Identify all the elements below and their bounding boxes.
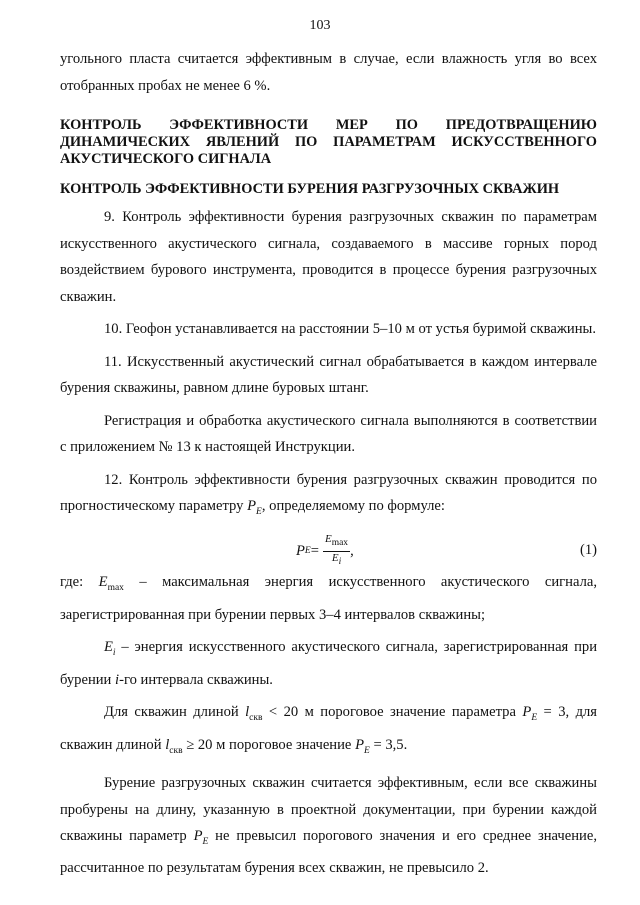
final-param-symbol: P — [193, 828, 203, 845]
document-body — [60, 46, 597, 882]
final-paragraph — [60, 770, 597, 882]
where-paragraph — [60, 569, 597, 628]
paragraph-9: 9. Контроль эффективности бурения разгрузочных скважин по параметрам искусственного акустического сигнала, создаваемого в массиве горных пород воздействием бурового инструмента, проводится в процессе бурения разгрузочных скважин. — [60, 209, 597, 305]
p12-symbol-sub: E — [256, 506, 262, 517]
formula-num-sub: max — [331, 538, 349, 549]
formula-den-symbol: E — [331, 551, 339, 564]
thr-length-symbol: l — [245, 704, 250, 721]
thr-text-2: < 20 м пороговое значение параметра — [262, 704, 523, 721]
thr-param-sub-2: E — [363, 745, 370, 756]
paragraph-11: 11. Искусственный акустический сигнал обрабатывается в каждом интервале бурения скважины, равном длине буровых штанг. — [60, 353, 597, 396]
paragraph-12 — [60, 467, 597, 526]
where-label: где: — [60, 574, 99, 591]
thr-length-symbol-2: l — [165, 736, 170, 753]
ei-text-start: – энергия искусственного акустического сигнала, зарегистрированная при бурении — [60, 639, 597, 688]
intro-paragraph: угольного пласта считается эффективным в случае, если влажность угля во всех отобранных пробах не менее 6 %. — [60, 51, 597, 94]
p12-text-end: , определяемому по формуле: — [261, 498, 445, 514]
thr-param-symbol: P — [522, 704, 532, 721]
formula-fraction — [323, 533, 350, 568]
formula-denominator — [330, 552, 343, 569]
formula-block — [60, 529, 597, 569]
final-text-2: не превысил порогового значения и его среднее значение, рассчитанное по результатам бурения всех скважин, не превысило 2. — [60, 828, 597, 877]
paragraph-registration: Регистрация и обработка акустического сигнала выполняются в соответствии с приложением № 13 к настоящей Инструкции. — [60, 412, 597, 455]
equation-number: (1) — [579, 542, 597, 559]
thr-text-5: = 3,5. — [369, 736, 408, 753]
formula-den-sub: i — [338, 556, 342, 567]
thr-text-1: Для скважин длиной — [104, 704, 246, 721]
thr-text-4: ≥ 20 м пороговое значение — [182, 736, 356, 753]
thr-param-symbol-2: P — [355, 736, 364, 753]
formula-comma: , — [350, 542, 354, 559]
paragraph-10: 10. Геофон устанавливается на расстоянии 5–10 м от устья буримой скважины. — [104, 321, 596, 337]
formula-equals: = — [310, 542, 319, 559]
page-number: 103 — [309, 18, 331, 33]
subsection-heading: КОНТРОЛЬ ЭФФЕКТИВНОСТИ БУРЕНИЯ РАЗГРУЗОЧНЫХ СКВАЖИН — [60, 181, 560, 197]
thr-param-sub: E — [531, 713, 538, 724]
final-param-sub: E — [202, 836, 209, 847]
section-heading: КОНТРОЛЬ ЭФФЕКТИВНОСТИ МЕР ПО ПРЕДОТВРАЩЕНИЮ ДИНАМИЧЕСКИХ ЯВЛЕНИЙ ПО ПАРАМЕТРАМ ИСКУССТВЕННОГО АКУСТИЧЕСКОГО СИГНАЛА — [60, 117, 597, 167]
formula-lhs-sub: E — [304, 545, 311, 556]
ei-paragraph — [60, 634, 597, 693]
ei-index: i — [115, 671, 120, 688]
thr-length-sub: скв — [249, 713, 263, 724]
where-text: – максимальная энергия искусственного акустического сигнала, зарегистрированная при бурении первых 3–4 интервалов скважины; — [60, 574, 597, 623]
thr-text-3: = 3, для скважин длиной — [60, 704, 597, 753]
where-symbol-sub: max — [107, 583, 124, 594]
final-text-1: Бурение разгрузочных скважин считается эффективным, если все скважины пробурены на длину, указанную в проектной документации, при бурении каждой скважины параметр — [60, 775, 597, 845]
p12-symbol: P — [247, 498, 257, 514]
formula — [296, 533, 354, 568]
ei-symbol-sub: i — [112, 648, 116, 659]
formula-numerator — [323, 533, 350, 551]
p12-text-start: 12. Контроль эффективности бурения разгрузочных скважин проводится по прогностическому параметру — [60, 471, 597, 514]
threshold-paragraph — [60, 699, 597, 764]
formula-lhs: P — [296, 542, 305, 559]
where-symbol: E — [98, 574, 108, 591]
ei-symbol: E — [104, 639, 113, 656]
thr-length-sub-2: скв — [169, 745, 183, 756]
ei-text-end: -го интервала скважины. — [119, 671, 273, 688]
formula-num-symbol: E — [324, 533, 332, 546]
